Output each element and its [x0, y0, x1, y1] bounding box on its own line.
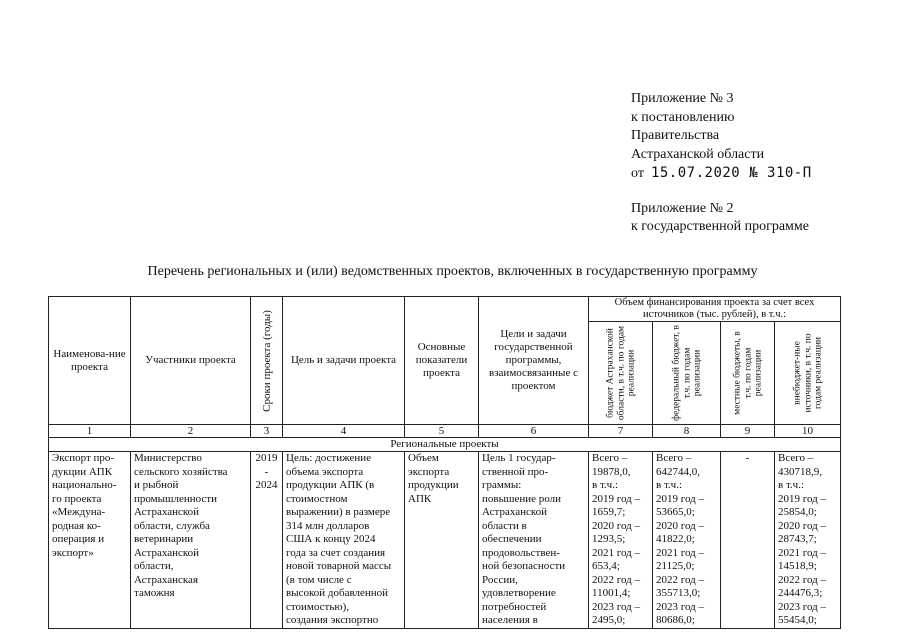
regional-budget-line: 653,4; [592, 560, 620, 572]
goal-line: 314 млн долларов [286, 519, 370, 532]
program-goals-line: ственной про- [482, 465, 549, 478]
header-goal: Цель и задачи проекта [283, 297, 405, 425]
participants-line: Министерство [134, 452, 202, 464]
federal-budget-line: 80686,0; [656, 614, 695, 626]
regional-budget-line: Всего – [592, 452, 628, 464]
federal-budget-line: в т.ч.: [656, 479, 683, 491]
indicators-cell [405, 452, 479, 629]
federal-budget-line: 2022 год – [656, 573, 705, 586]
program-goals-line: ной безопасности [482, 560, 566, 572]
participants-line: Астраханской [134, 546, 200, 559]
project-name-line: дукции АПК [52, 465, 113, 478]
header-row-1 [49, 297, 841, 322]
goal-line: высокой добавленной [286, 587, 389, 599]
participants-line: области, [134, 560, 174, 572]
column-number: 2 [131, 425, 251, 438]
federal-budget-line: 2020 год – [656, 519, 705, 532]
program-goals-cell [479, 452, 589, 629]
federal-budget-line: 642744,0, [656, 465, 700, 478]
program-goals-line: обеспечении [482, 533, 542, 545]
goal-line: года за счет создания [286, 546, 386, 559]
program-goals-line: Астраханской [482, 506, 548, 518]
project-name-line: «Междуна- [52, 506, 106, 518]
date-prefix: от [631, 166, 644, 181]
extrabudget-line: 2023 год – [778, 600, 827, 613]
header-program-goals: Цели и задачи государственной программы, взаимосвязанные с проектом [479, 297, 589, 425]
participants-line: промышленности [134, 492, 217, 505]
section-row [49, 438, 841, 452]
terms-end: 2024 [255, 479, 278, 491]
extrabudget-line: 2022 год – [778, 573, 827, 586]
program-goals-line: области в [482, 519, 527, 532]
project-name-line: родная ко- [52, 519, 101, 532]
program-goals-line: удовлетворение [482, 587, 556, 599]
extrabudget-cell [775, 452, 841, 629]
extrabudget-line: 430718,9, [778, 465, 822, 478]
local-budgets-cell: - [721, 452, 775, 629]
terms-start: 2019 [255, 452, 278, 464]
participants-line: ветеринарии [134, 533, 194, 545]
goal-line: стоимостном [286, 492, 348, 505]
federal-budget-line: 53665,0; [656, 506, 695, 518]
column-number: 1 [49, 425, 131, 438]
project-name-line: операция и [52, 533, 105, 545]
extrabudget-line: 25854,0; [778, 506, 817, 518]
extrabudget-line: в т.ч.: [778, 479, 805, 491]
header-participants: Участники проекта [131, 297, 251, 425]
extrabudget-line: 14518,9; [778, 560, 817, 572]
goal-line: объема экспорта [286, 465, 364, 478]
regional-budget-line: в т.ч.: [592, 479, 619, 491]
regional-budget-line: 2023 год – [592, 600, 641, 613]
header-indicators: Основные показатели проекта [405, 297, 479, 425]
column-number: 9 [721, 425, 775, 438]
appendix-header [631, 90, 812, 237]
federal-budget-line: Всего – [656, 452, 692, 464]
participants-line: сельского хозяйства [134, 465, 228, 478]
program-goals-line: потребностей [482, 600, 547, 613]
goal-line: создания экспортно [286, 614, 379, 626]
terms-dash: - [264, 465, 269, 478]
program-goals-line: Цель 1 государ- [482, 452, 556, 464]
participants-line: области, служба [134, 519, 210, 532]
project-name-line: го проекта [52, 492, 102, 505]
goal-cell [283, 452, 405, 629]
header-line-government: Правительства [631, 128, 720, 143]
column-number: 8 [653, 425, 721, 438]
extrabudget-line: 2021 год – [778, 546, 827, 559]
column-number: 3 [251, 425, 283, 438]
header-line-resolution: к постановлению [631, 109, 735, 125]
header-funding-group: Объем финансирования проекта за счет всех источников (тыс. рублей), в т.ч.: [589, 297, 841, 322]
regional-budget-line: 2020 год – [592, 519, 641, 532]
header-federal-budget-text: федеральный бюджет, в т.ч. по годам реализации [670, 325, 702, 421]
regional-budget-cell [589, 452, 653, 629]
project-name-cell [49, 452, 131, 629]
extrabudget-line: Всего – [778, 452, 814, 464]
appendix-2-line: к государственной программе [631, 219, 809, 234]
extrabudget-line: 2020 год – [778, 519, 827, 532]
project-name-line: Экспорт про- [52, 452, 115, 464]
regional-budget-line: 11001,4; [592, 587, 631, 599]
participants-line: таможня [134, 587, 175, 599]
participants-cell [131, 452, 251, 629]
indicators-line: Объем [408, 452, 439, 464]
goal-line: выражении) в размере [286, 506, 391, 518]
regional-budget-line: 2021 год – [592, 546, 641, 559]
header-local-budgets [721, 322, 775, 425]
column-number: 6 [479, 425, 589, 438]
document-title: Перечень региональных и (или) ведомственных проектов, включенных в государственную программу [147, 264, 758, 279]
participants-line: Астраханская [134, 573, 199, 586]
header-terms [251, 297, 283, 425]
column-number: 10 [775, 425, 841, 438]
appendix-3-label: Приложение № 3 [631, 91, 734, 106]
regional-budget-line: 2022 год – [592, 573, 641, 586]
federal-budget-line: 41822,0; [656, 533, 695, 545]
regional-budget-line: 2019 год – [592, 492, 641, 505]
appendix-2-label: Приложение № 2 [631, 200, 734, 216]
participants-line: и рыбной [134, 479, 179, 491]
regional-budget-line: 2495,0; [592, 614, 626, 626]
program-goals-line: граммы: [482, 479, 522, 491]
date-stamp: 15.07.2020 № 310-П [650, 165, 812, 181]
extrabudget-line: 2019 год – [778, 492, 827, 505]
goal-line: новой товарной массы [286, 560, 392, 572]
extrabudget-line: 55454,0; [778, 614, 817, 626]
project-name-line: экспорт» [52, 546, 94, 559]
column-number: 4 [283, 425, 405, 438]
federal-budget-cell [653, 452, 721, 629]
header-local-budgets-text: местные бюджеты, в т.ч. по годам реализации [731, 331, 763, 415]
header-federal-budget [653, 322, 721, 425]
projects-table [48, 296, 841, 629]
regional-budget-line: 1293,5; [592, 533, 626, 545]
extrabudget-line: 244476,3; [778, 587, 823, 599]
column-number: 7 [589, 425, 653, 438]
regional-budget-line: 1659,7; [592, 506, 626, 518]
program-goals-line: повышение роли [482, 492, 561, 505]
header-extrabudget-text: внебюджет-ные источники, в т.ч. по годам реализации [791, 333, 823, 413]
goal-line: Цель: достижение [286, 452, 372, 464]
header-terms-text: Сроки проекта (годы) [260, 309, 273, 412]
federal-budget-line: 2019 год – [656, 492, 705, 505]
regional-budget-line: 19878,0, [592, 465, 631, 478]
header-extrabudget [775, 322, 841, 425]
goal-line: США к концу 2024 [286, 533, 376, 545]
participants-line: Астраханской [134, 506, 200, 518]
federal-budget-line: 355713,0; [656, 587, 701, 599]
federal-budget-line: 2021 год – [656, 546, 705, 559]
table-row [49, 452, 841, 629]
goal-line: продукции АПК (в [286, 479, 375, 491]
indicators-line: продукции [408, 479, 459, 491]
terms-cell [251, 452, 283, 629]
header-line-region: Астраханской области [631, 146, 765, 162]
project-name-line: национально- [52, 479, 117, 491]
header-regional-budget [589, 322, 653, 425]
section-title: Региональные проекты [49, 438, 841, 452]
goal-line: стоимостью), [286, 600, 350, 613]
column-numbers-row [49, 425, 841, 438]
program-goals-line: населения в [482, 614, 538, 626]
header-regional-budget-text: бюджет Астраханской области, в т.ч. по годам реализации [604, 325, 636, 421]
header-name: Наименова-ние проекта [49, 297, 131, 425]
indicators-line: экспорта [408, 465, 450, 478]
program-goals-line: России, [482, 573, 518, 586]
extrabudget-line: 28743,7; [778, 533, 817, 545]
federal-budget-line: 2023 год – [656, 600, 705, 613]
program-goals-line: продовольствен- [482, 546, 560, 559]
goal-line: (в том числе с [286, 573, 352, 586]
indicators-line: АПК [408, 492, 432, 505]
column-number: 5 [405, 425, 479, 438]
federal-budget-line: 21125,0; [656, 560, 695, 572]
header-date-line [631, 164, 812, 184]
